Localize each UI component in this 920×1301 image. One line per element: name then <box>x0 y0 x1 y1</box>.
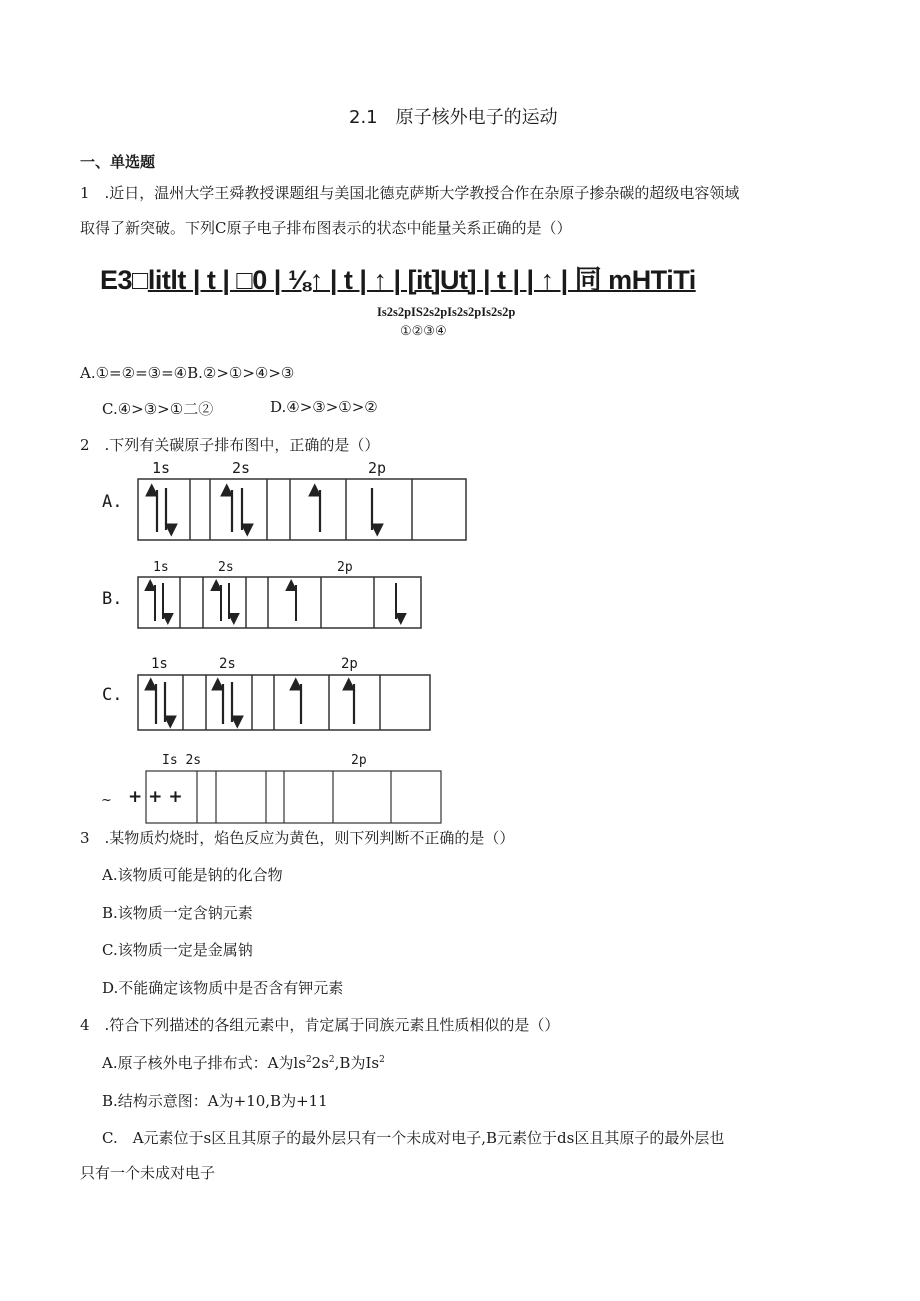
q4-stem: 4 .符合下列描述的各组元素中，肯定属于同族元素且性质相似的是（） <box>80 1016 560 1034</box>
q2-stem: 2 .下列有关碳原子排布图中，正确的是（） <box>80 436 380 454</box>
q2b-boxes <box>138 577 421 628</box>
q2a-label-2s: 2s <box>232 459 251 477</box>
q2d-boxes <box>146 771 441 823</box>
q1-garbled-left: E3□ <box>100 265 148 295</box>
q3-option-a: A.该物质可能是钠的化合物 <box>102 866 283 884</box>
q2a-letter: A. <box>102 492 123 512</box>
q2c-label-1s: 1s <box>151 656 168 672</box>
q1-stem-line1: 1 .近日，温州大学王舜教授课题组与美国北德克萨斯大学教授合作在杂原子掺杂碳的超级电容领域 <box>80 184 740 202</box>
q4-option-a: A.原子核外电子排布式：A为$ls^22s^2,B$为Is$^2$ <box>102 1054 385 1072</box>
q2c-label-2p: 2p <box>341 656 358 672</box>
q2d-plus-marks: + + + <box>128 787 183 807</box>
q1-option-ab: A.①=②=③=④B.②>①>④>③ <box>80 364 295 382</box>
q2b-arrows <box>155 583 396 621</box>
q3-stem: 3 .某物质灼烧时，焰色反应为黄色，则下列判断不正确的是（） <box>80 829 515 847</box>
q3-option-d: D.不能确定该物质中是否含有钾元素 <box>102 979 344 997</box>
q4-option-b: B.结构示意图：A为+10,B为+11 <box>102 1092 328 1110</box>
q2b-label-1s: 1s <box>153 560 169 575</box>
q2a-label-2p: 2p <box>368 459 387 477</box>
q1-stem-line2: 取得了新突破。下列C原子电子排布图表示的状态中能量关系正确的是（） <box>80 219 572 237</box>
q2c-arrows <box>156 682 354 724</box>
q2a-boxes <box>138 479 466 540</box>
q2b-label-2s: 2s <box>218 560 234 575</box>
q2c-boxes <box>138 675 430 730</box>
q1-option-d: D.④>③>①>② <box>270 398 378 416</box>
q1-config-labels: Is2s2pIS2s2pIs2s2pIs2s2p <box>377 305 516 319</box>
page-title: 2.1 原子核外电子的运动 <box>349 107 558 128</box>
q2a-label-1s: 1s <box>152 459 171 477</box>
q4-option-c-line1: C. A元素位于s区且其原子的最外层只有一个未成对电子,B元素位于ds区且其原子的最外层也 <box>102 1129 725 1147</box>
q3-option-b: B.该物质一定含钠元素 <box>102 904 253 922</box>
q2c-letter: C. <box>102 685 123 705</box>
section-heading: 一、单选题 <box>80 153 156 171</box>
q1-garbled-b: HTiTi <box>631 265 696 295</box>
q3-option-c: C.该物质一定是金属钠 <box>102 941 253 959</box>
q1-option-c: C.④>③>①二② <box>102 400 214 418</box>
q2b-letter: B. <box>102 589 123 609</box>
q2d-letter: ~ <box>101 793 112 808</box>
q1-circle-numbers: ①②③④ <box>400 324 447 339</box>
q2d-label-1s2s: Is 2s <box>162 753 202 768</box>
q2b-label-2p: 2p <box>337 560 353 575</box>
q1-garbled-a: litlt | t | □0 | ⅛↑ | t | ↑ | [it]Ut] | t | | ↑ | 同 m <box>147 265 632 295</box>
q2c-label-2s: 2s <box>219 656 236 672</box>
q4-option-c-line2: 只有一个未成对电子 <box>80 1164 216 1182</box>
q2d-label-2p: 2p <box>351 753 367 768</box>
